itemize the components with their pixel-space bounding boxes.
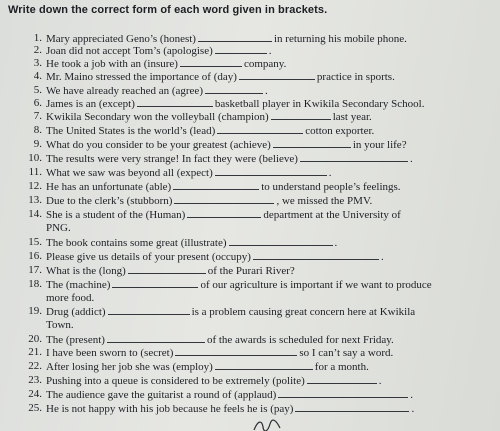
answer-blank[interactable] [112, 278, 198, 288]
sentence-end: practice in sports. [316, 71, 395, 83]
sentence-start: He is not happy with his job because he feels he is (pay) [46, 403, 294, 415]
exercise-sentence [46, 333, 394, 347]
exercise-number: 2. [33, 44, 42, 56]
answer-blank[interactable] [215, 166, 327, 176]
sentence-start: He has an unfortunate (able) [46, 181, 172, 193]
sentence-end: . [328, 167, 332, 179]
sentence-start: The book contains some great (illustrate) [46, 237, 227, 249]
exercise-sentence [46, 250, 384, 264]
exercise-item [22, 57, 492, 70]
exercise-item [22, 236, 492, 249]
exercise-item [22, 97, 492, 110]
answer-blank[interactable] [300, 152, 408, 162]
exercise-sentence [46, 305, 415, 319]
answer-blank[interactable] [173, 180, 259, 190]
exercise-sentence [46, 110, 372, 124]
sentence-end: in returning his mobile phone. [273, 33, 407, 45]
sentence-start: Please give us details of your present (occupy) [46, 251, 251, 263]
exercise-number: 8. [33, 124, 42, 136]
sentence-continuation: PNG. [46, 222, 71, 234]
exercise-item [22, 346, 492, 359]
sentence-start: She is a student of the (Human) [46, 209, 186, 221]
sentence-end: in your life? [352, 139, 407, 151]
exercise-item [22, 208, 492, 221]
exercise-item [22, 110, 492, 123]
sentence-start: Joan did not accept Tom’s (apologise) [46, 45, 213, 57]
exercise-number: 16. [28, 250, 42, 262]
exercise-number: 10. [28, 152, 42, 164]
exercise-sentence [46, 346, 393, 360]
exercise-number: 9. [33, 138, 42, 150]
sentence-start: He took a job with an (insure) [46, 58, 178, 70]
answer-blank[interactable] [108, 305, 190, 315]
sentence-start: Mr. Maino stressed the importance of (day) [46, 71, 237, 83]
exercise-sentence [46, 166, 332, 180]
sentence-start: The results were very strange! In fact they were (believe) [46, 153, 298, 165]
exercise-sentence [46, 97, 424, 111]
answer-blank[interactable] [137, 97, 213, 107]
exercise-sentence [46, 44, 272, 58]
exercise-item [22, 84, 492, 97]
answer-blank[interactable] [278, 388, 408, 398]
answer-blank[interactable] [217, 124, 303, 134]
sentence-end: . [264, 85, 268, 97]
answer-blank[interactable] [273, 138, 351, 148]
exercise-item [22, 152, 492, 165]
exercise-sentence [46, 84, 268, 98]
answer-blank[interactable] [128, 264, 206, 274]
sentence-end: . [380, 251, 384, 263]
exercise-number: 6. [33, 97, 42, 109]
exercise-item [22, 124, 492, 137]
answer-blank[interactable] [229, 236, 333, 246]
exercise-number: 20. [28, 333, 42, 345]
sentence-start: The audience gave the guitarist a round of (applaud) [46, 389, 277, 401]
sentence-end: of the awards is scheduled for next Friday. [206, 334, 394, 346]
sentence-start: James is an (except) [46, 98, 135, 110]
exercise-number: 4. [33, 70, 42, 82]
answer-blank[interactable] [175, 346, 297, 356]
exercise-item [22, 166, 492, 179]
answer-blank[interactable] [180, 57, 242, 67]
exercise-item [22, 305, 492, 318]
exercise-sentence [46, 402, 414, 416]
sentence-end: basketball player in Kwikila Secondary School. [214, 98, 425, 110]
exercise-number: 1. [33, 32, 42, 44]
exercise-sentence [46, 180, 401, 194]
exercise-number: 11. [28, 166, 42, 178]
answer-blank[interactable] [215, 360, 313, 370]
exercise-item [22, 278, 492, 291]
exercise-sentence [46, 70, 395, 84]
sentence-start: What is the (long) [46, 265, 126, 277]
exercise-sentence [46, 360, 369, 374]
exercise-number: 22. [28, 360, 42, 372]
exercise-number: 7. [33, 110, 42, 122]
sentence-start: Mary appreciated Geno’s (honest) [46, 33, 196, 45]
sentence-end: department at the University of [263, 209, 401, 221]
exercise-sentence [46, 236, 337, 250]
sentence-start: Kwikila Secondary won the volleyball (champion) [46, 111, 269, 123]
sentence-start: The (present) [46, 334, 105, 346]
pen-scribble-icon [252, 418, 282, 431]
sentence-start: I have been sworn to (secret) [46, 347, 174, 359]
answer-blank[interactable] [307, 374, 377, 384]
sentence-start: After losing her job she was (employ) [46, 361, 213, 373]
sentence-end: so I can’t say a word. [299, 347, 394, 359]
exercise-sentence [46, 138, 407, 152]
exercise-item [22, 333, 492, 346]
exercise-item [22, 194, 492, 207]
worksheet-heading: Write down the correct form of each word given in brackets. [8, 4, 328, 16]
exercise-sentence [46, 208, 401, 222]
exercise-number: 18. [28, 278, 42, 290]
sentence-start: The (machine) [46, 279, 111, 291]
sentence-start: Due to the clerk’s (stubborn) [46, 195, 173, 207]
sentence-start: Drug (addict) [46, 306, 106, 318]
exercise-number: 5. [33, 84, 42, 96]
exercise-item [22, 44, 492, 57]
sentence-start: Pushing into a queue is considered to be extremely (polite) [46, 375, 305, 387]
exercise-sentence [46, 57, 286, 71]
exercise-number: 15. [28, 236, 42, 248]
sentence-end: for a month. [314, 361, 369, 373]
sentence-continuation: Town. [46, 319, 74, 331]
exercise-number: 25. [28, 402, 42, 414]
exercise-number: 23. [28, 374, 42, 386]
sentence-start: What do you consider to be your greatest (achieve) [46, 139, 271, 151]
sentence-end: last year. [332, 111, 372, 123]
sentence-end: . [411, 403, 415, 415]
exercise-sentence [46, 194, 372, 208]
answer-blank[interactable] [174, 194, 274, 204]
sentence-end: , we missed the PMV. [276, 195, 373, 207]
exercise-number: 19. [28, 305, 42, 317]
answer-blank[interactable] [295, 402, 409, 412]
exercise-sentence [46, 278, 432, 292]
sentence-end: . [378, 375, 382, 387]
exercise-number: 13. [28, 194, 42, 206]
exercise-item [22, 360, 492, 373]
answer-blank[interactable] [187, 208, 261, 218]
exercise-item [22, 388, 492, 401]
exercise-number: 12. [28, 180, 42, 192]
exercise-sentence [46, 264, 295, 278]
answer-blank[interactable] [271, 110, 331, 120]
sentence-end: of our agriculture is important if we want to produce [200, 279, 432, 291]
sentence-end: . [334, 237, 338, 249]
answer-blank[interactable] [239, 70, 315, 80]
exercise-item [22, 138, 492, 151]
sentence-end: . [410, 389, 414, 401]
exercise-item [22, 402, 492, 415]
answer-blank[interactable] [107, 333, 205, 343]
exercise-item [22, 264, 492, 277]
exercise-item [22, 180, 492, 193]
exercise-sentence [46, 374, 382, 388]
sentence-start: What we saw was beyond all (expect) [46, 167, 213, 179]
sentence-end: . [268, 45, 272, 57]
sentence-end: is a problem causing great concern here at Kwikila [191, 306, 416, 318]
sentence-end: of the Purari River? [207, 265, 295, 277]
exercise-number: 21. [28, 346, 42, 358]
sentence-end: . [409, 153, 413, 165]
answer-blank[interactable] [198, 32, 272, 42]
exercise-sentence [46, 124, 374, 138]
sentence-end: to understand people’s feelings. [261, 181, 401, 193]
sentence-start: The United States is the world’s (lead) [46, 125, 216, 137]
answer-blank[interactable] [253, 250, 379, 260]
sentence-end: company. [243, 58, 287, 70]
exercise-sentence [46, 388, 413, 402]
exercise-item [22, 374, 492, 387]
answer-blank[interactable] [205, 84, 263, 94]
exercise-number: 17. [28, 264, 42, 276]
exercise-number: 14. [28, 208, 42, 220]
exercise-item [22, 250, 492, 263]
exercise-number: 3. [33, 57, 42, 69]
sentence-start: We have already reached an (agree) [46, 85, 203, 97]
answer-blank[interactable] [215, 44, 267, 54]
sentence-end: cotton exporter. [305, 125, 375, 137]
exercise-sentence [46, 152, 413, 166]
sentence-continuation: more food. [46, 292, 95, 304]
exercise-number: 24. [28, 388, 42, 400]
exercise-item [22, 70, 492, 83]
